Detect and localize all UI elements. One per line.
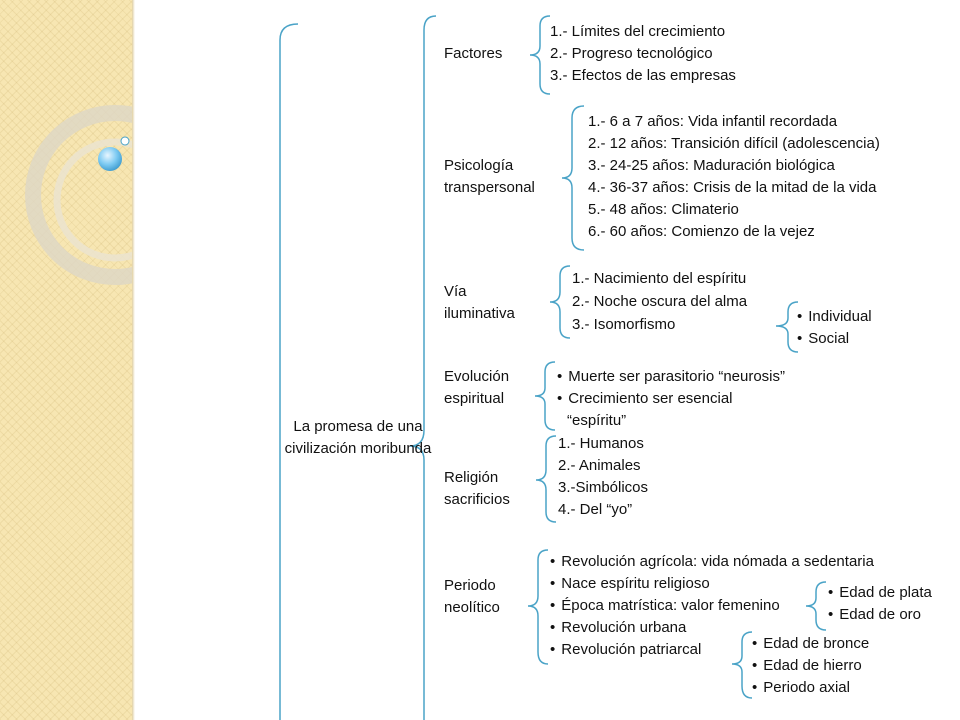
list-item: • Revolución agrícola: vida nómada a sedentaria xyxy=(550,551,874,573)
isomorfismo-list xyxy=(797,306,872,350)
list-item: • Nace espíritu religioso xyxy=(550,573,874,595)
list-item: 3.- Isomorfismo xyxy=(572,316,676,333)
factores-list xyxy=(550,21,736,87)
list-item: 2.- Animales xyxy=(558,457,641,474)
category-neolitico: Periodo neolítico xyxy=(444,577,500,616)
psicologia-list xyxy=(588,111,880,243)
neolitico-brace xyxy=(528,550,548,664)
list-item: 6.- 60 años: Comienzo de la vejez xyxy=(588,223,815,240)
list-item: 4.- 36-37 años: Crisis de la mitad de la vida xyxy=(588,179,877,196)
category-psicologia: Psicología transpersonal xyxy=(444,157,535,196)
list-item: 2.- Noche oscura del alma xyxy=(572,293,748,310)
list-item: 3.- Efectos de las empresas xyxy=(550,67,736,84)
via-list xyxy=(572,268,747,337)
patriarcal-list xyxy=(752,633,869,699)
list-item: • Social xyxy=(797,328,872,350)
list-item: • Edad de oro xyxy=(828,604,932,626)
list-item: 1.- Nacimiento del espíritu xyxy=(572,270,747,287)
evolucion-brace xyxy=(535,362,555,430)
list-item: • Revolución patriarcal xyxy=(550,639,874,661)
category-evolucion: Evolución espiritual xyxy=(444,368,510,407)
list-item: 2.- 12 años: Transición difícil (adolescencia) xyxy=(588,135,880,152)
list-item: • Crecimiento ser esencial xyxy=(557,388,785,410)
list-item: • Individual xyxy=(797,306,872,328)
list-item: • Edad de hierro xyxy=(752,655,869,677)
root-topic: La promesa de una civilización moribunda xyxy=(284,418,432,457)
list-item: 5.- 48 años: Climaterio xyxy=(588,201,739,218)
matristica-list xyxy=(828,582,932,626)
category-factores: Factores xyxy=(444,45,503,62)
religion-brace xyxy=(536,436,556,522)
list-item: 1.- Límites del crecimiento xyxy=(550,23,726,40)
list-item: • Muerte ser parasitorio “neurosis” xyxy=(557,366,785,388)
list-item: 2.- Progreso tecnológico xyxy=(550,45,713,62)
isomorfismo-brace xyxy=(776,302,798,352)
list-item: • Periodo axial xyxy=(752,677,869,699)
factores-brace xyxy=(530,16,550,94)
list-item: • Época matrística: valor femenino xyxy=(550,595,874,617)
list-item: • Edad de plata xyxy=(828,582,932,604)
list-item: 1.- Humanos xyxy=(558,435,644,452)
category-via: Vía iluminativa xyxy=(444,283,515,322)
via-brace xyxy=(550,266,570,338)
evolucion-list xyxy=(557,366,785,432)
list-item-continuation: “espíritu” xyxy=(567,412,627,429)
list-item: 3.- 24-25 años: Maduración biológica xyxy=(588,157,835,174)
categories-brace xyxy=(410,16,436,720)
list-item: 1.- 6 a 7 años: Vida infantil recordada xyxy=(588,113,838,130)
root-brace xyxy=(280,24,298,720)
list-item: • Edad de bronce xyxy=(752,633,869,655)
religion-list xyxy=(558,433,648,521)
psicologia-brace xyxy=(562,106,584,250)
category-religion: Religión sacrificios xyxy=(444,469,510,508)
list-item: 3.-Simbólicos xyxy=(558,479,649,496)
list-item: 4.- Del “yo” xyxy=(558,501,633,518)
bubble-icon xyxy=(0,0,160,200)
list-item: • Revolución urbana xyxy=(550,617,874,639)
